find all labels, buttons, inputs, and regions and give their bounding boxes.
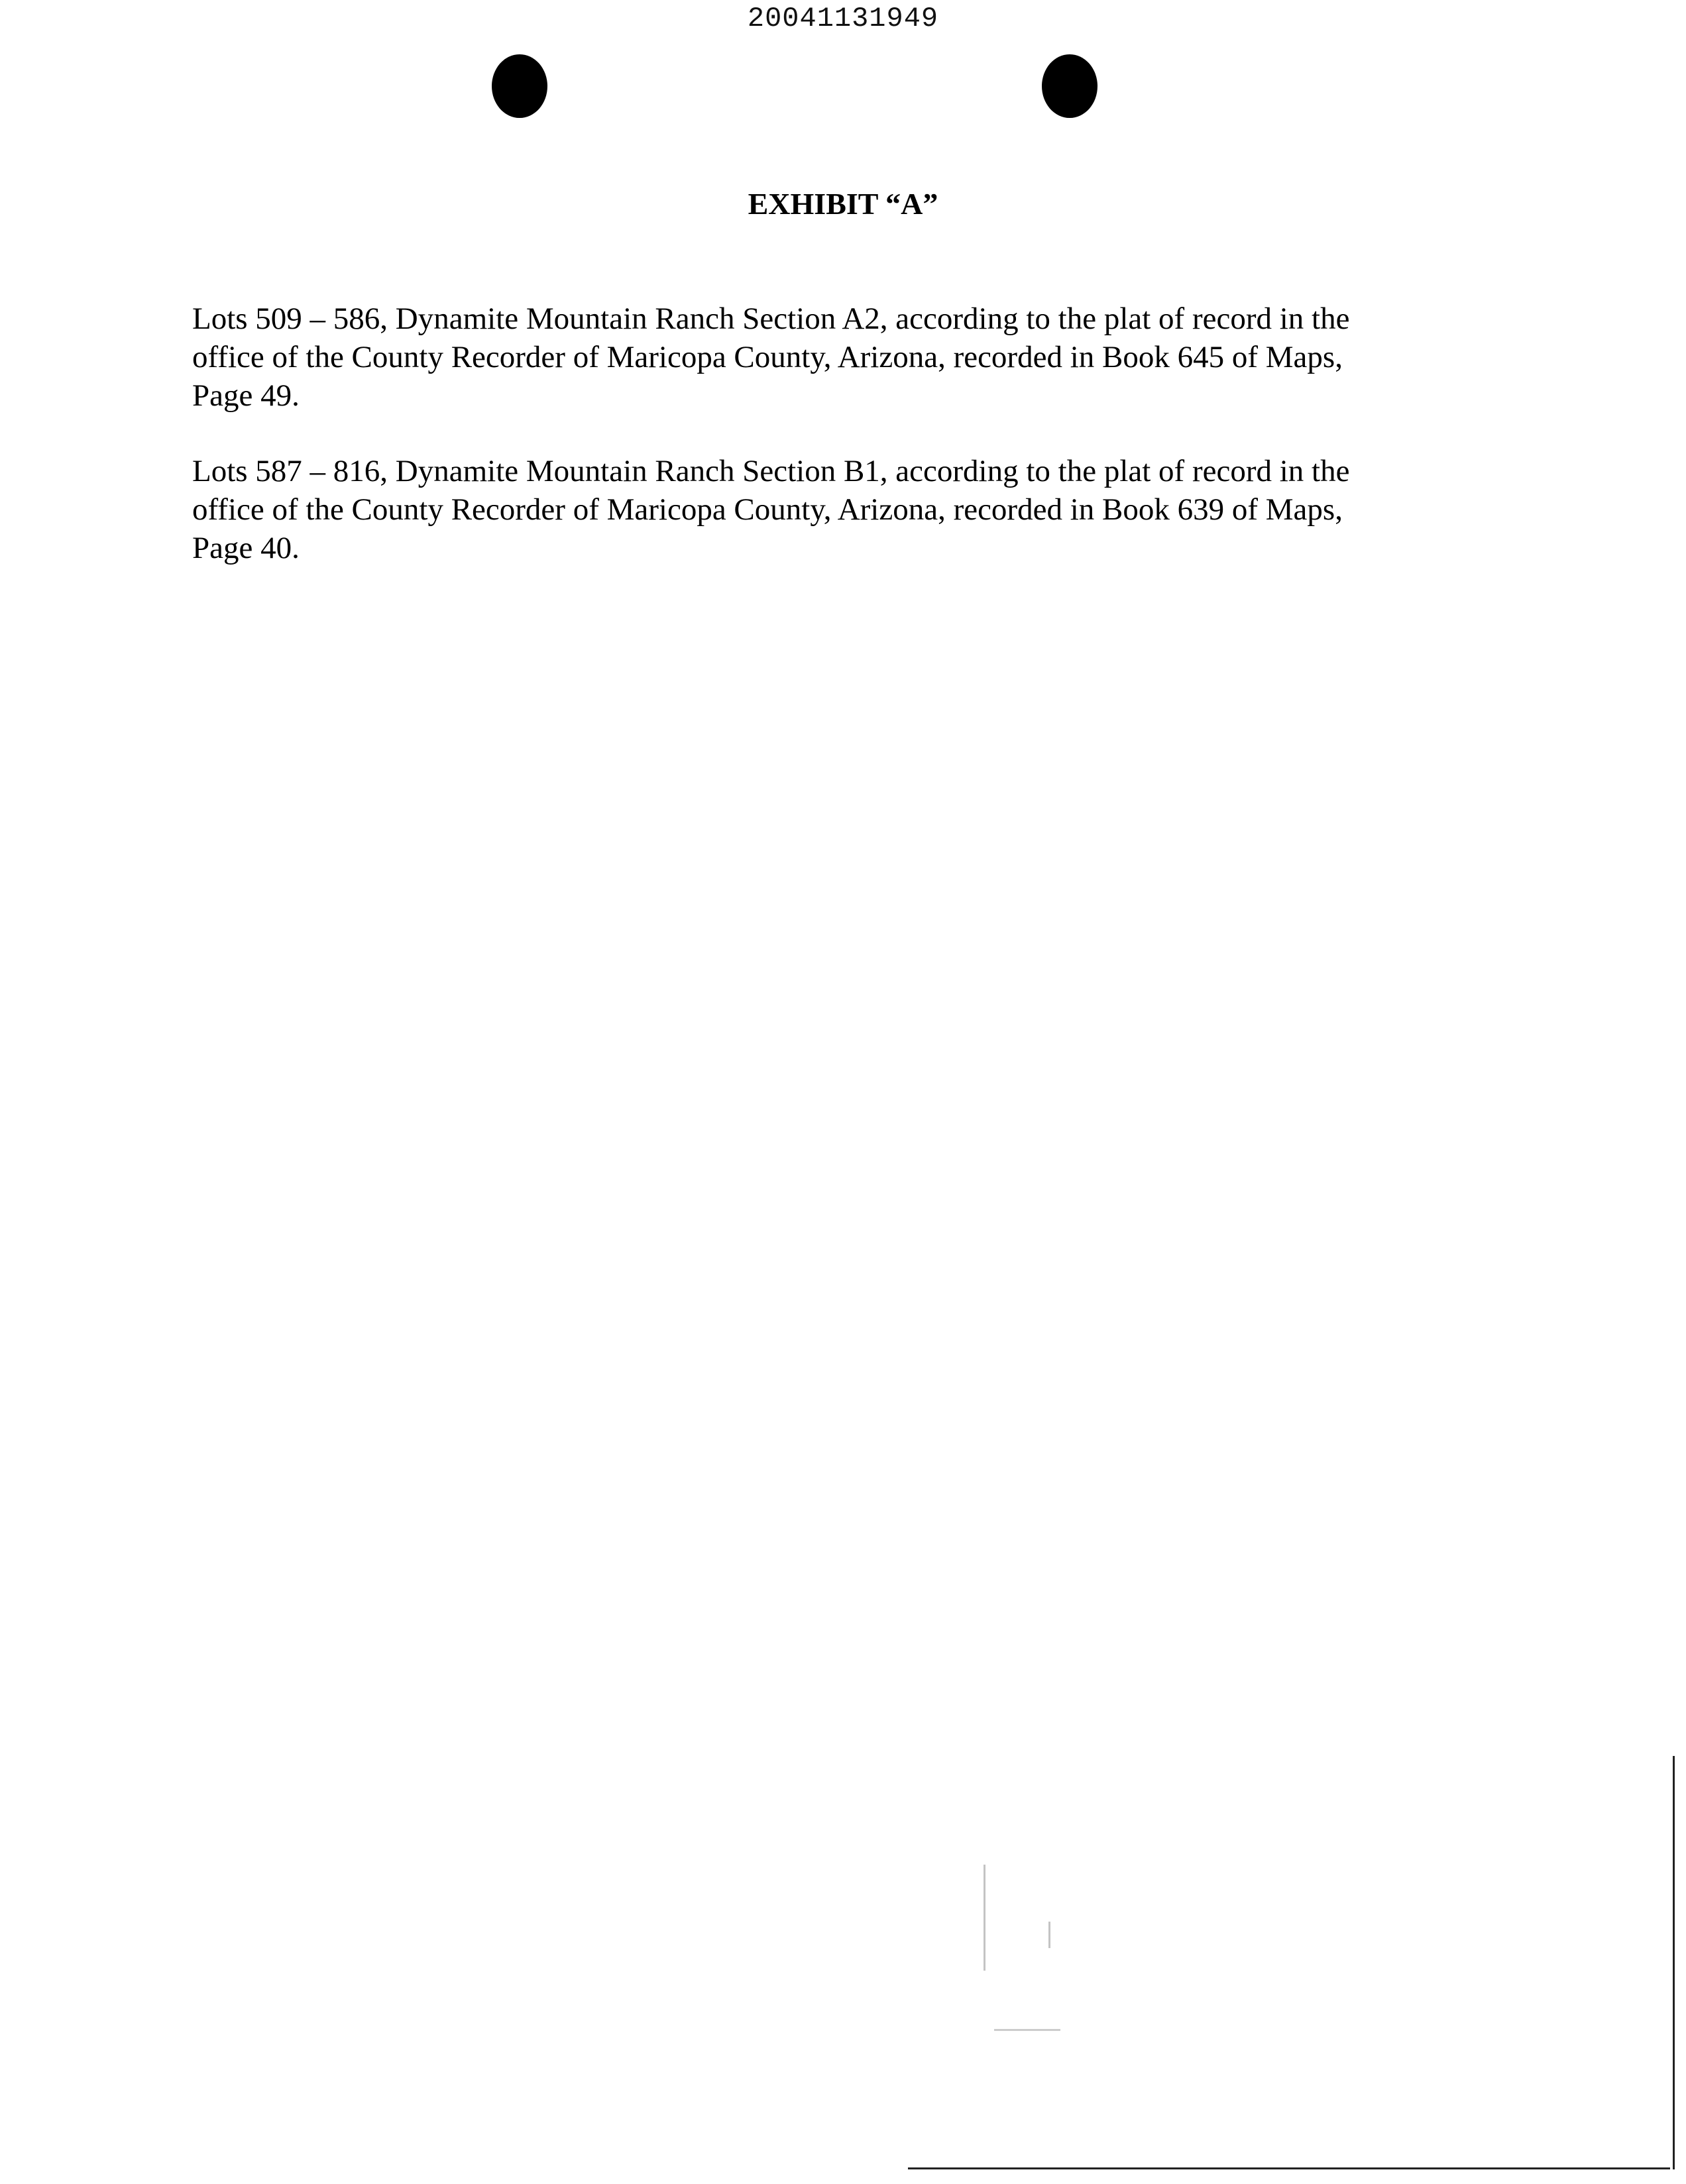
scan-edge-bottom [908, 2167, 1670, 2169]
exhibit-title: EXHIBIT “A” [748, 187, 938, 221]
paragraph-line: Lots 509 – 586, Dynamite Mountain Ranch Section A2, according to the plat of record in the [192, 301, 1350, 336]
scan-artifact [1048, 1922, 1050, 1948]
scan-artifact [994, 2029, 1060, 2031]
paragraph-line: office of the County Recorder of Maricopa County, Arizona, recorded in Book 645 of Maps, [192, 340, 1343, 374]
scan-edge-right [1673, 1756, 1675, 2169]
paragraph-line: Lots 587 – 816, Dynamite Mountain Ranch Section B1, according to the plat of record in the [192, 454, 1350, 488]
legal-description-paragraph-1 [192, 300, 1451, 415]
legal-description-paragraph-2 [192, 452, 1451, 567]
document-number: 20041131949 [747, 3, 939, 34]
paragraph-line: Page 40. [192, 531, 300, 565]
paragraph-line: Page 49. [192, 378, 300, 413]
punch-hole-right [1042, 54, 1097, 118]
punch-hole-left [492, 54, 547, 118]
paragraph-line: office of the County Recorder of Maricopa County, Arizona, recorded in Book 639 of Maps, [192, 492, 1343, 527]
scan-artifact [984, 1865, 985, 1971]
